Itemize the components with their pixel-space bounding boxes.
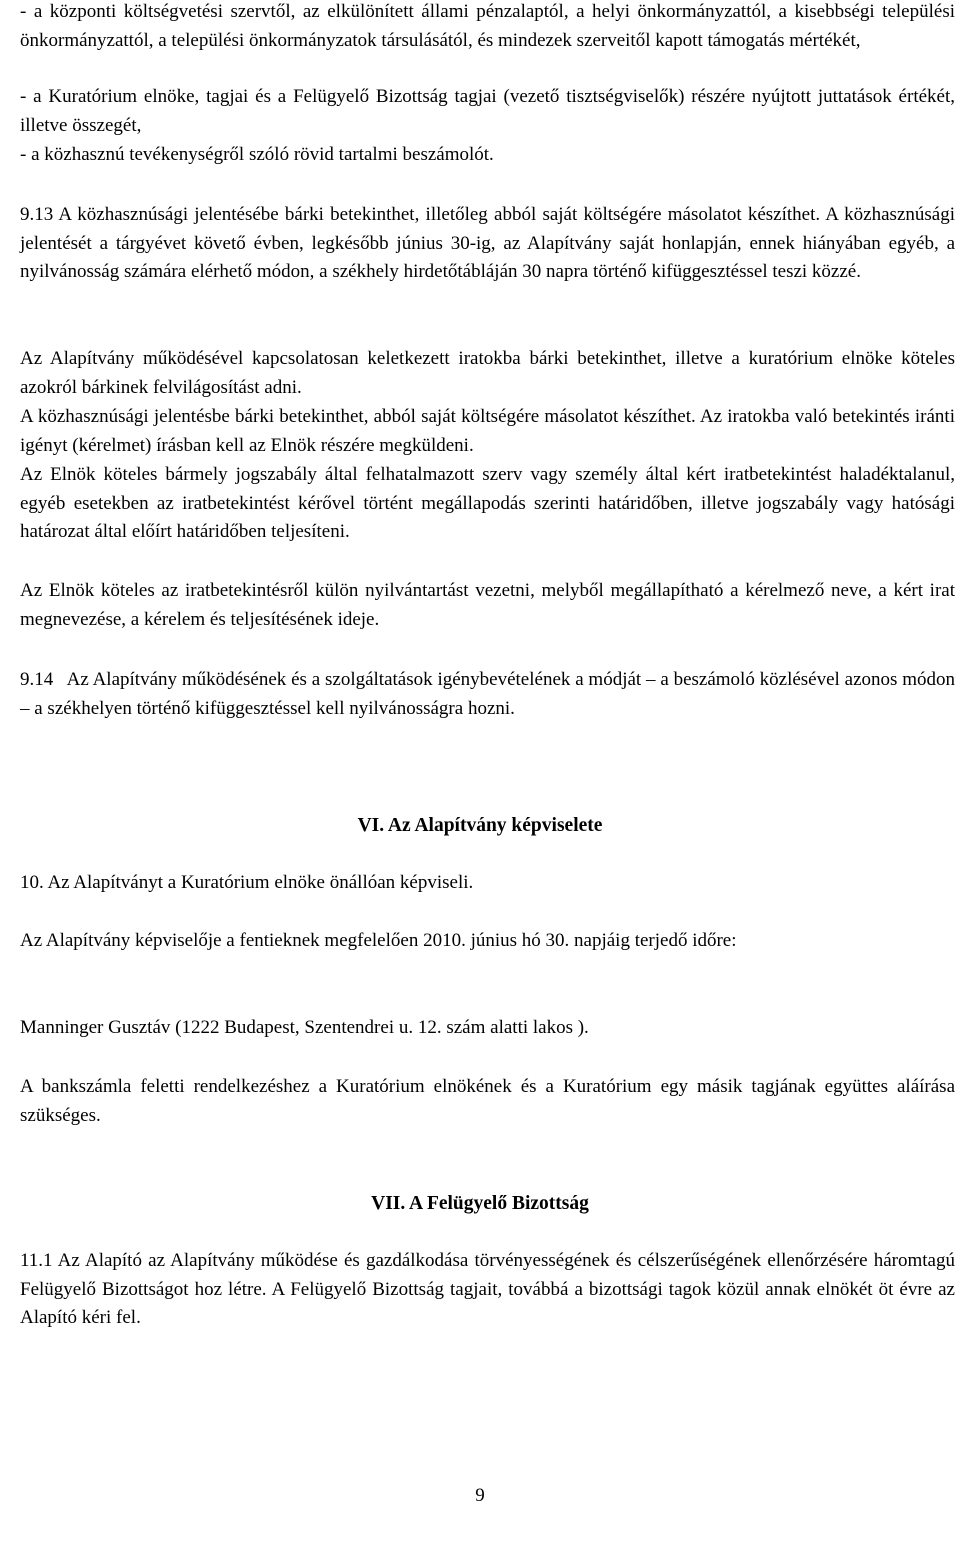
section-vii-heading: VII. A Felügyelő Bizottság xyxy=(371,1193,589,1214)
report-list-item: - a közhasznú tevékenységről szóló rövid tartalmi beszámolót. xyxy=(20,144,494,165)
representative-name-paragraph: Manninger Gusztáv (1222 Budapest, Szentendrei u. 12. szám alatti lakos ). xyxy=(20,1017,589,1038)
inspection-register-paragraph: Az Elnök köteles az iratbetekintésről külön nyilvántartást vezetni, melyből megállapítható a kérelmező neve, a kért irat megnevezése, a kérelem és teljesítésének ideje. xyxy=(20,580,955,630)
section-9-14-text: Az Alapítvány működésének és a szolgáltatások igénybevételének a módját – a beszámoló közlésével azonos módon – a székhelyen történő kifüggesztéssel kell nyilvánosságra hozni. xyxy=(20,669,955,719)
section-vi-heading: VI. Az Alapítvány képviselete xyxy=(357,815,603,836)
bank-account-paragraph: A bankszámla feletti rendelkezéshez a Kuratórium elnökének és a Kuratórium egy másik tagjának együttes aláírása szükséges. xyxy=(20,1076,955,1126)
benefits-list-item: - a Kuratórium elnöke, tagjai és a Felügyelő Bizottság tagjai (vezető tisztségviselők) részére nyújtott juttatások értékét, illetve összegét, xyxy=(20,86,955,136)
representative-period-paragraph: Az Alapítvány képviselője a fentieknek megfelelően 2010. június hó 30. napjáig terjedő időre: xyxy=(20,930,737,951)
section-11-1-paragraph: 11.1 Az Alapító az Alapítvány működése és gazdálkodása törvényességének és célszerűségének ellenőrzésére háromtagú Felügyelő Bizottságot hoz létre. A Felügyelő Bizottság tagjait, továbbá a bizottsági tagok közül annak elnökét öt évre az Alapító kéri fel. xyxy=(20,1250,955,1329)
section-9-14-paragraph xyxy=(20,666,955,723)
representation-paragraph: 10. Az Alapítványt a Kuratórium elnöke önállóan képviseli. xyxy=(20,872,474,893)
section-9-14-number: 9.14 xyxy=(20,669,54,690)
support-list-item: - a központi költségvetési szervtől, az elkülönített állami pénzalaptól, a helyi önkormányzattól, a kisebbségi települési önkormányzattól, a települési önkormányzatok társulásától, és mindezek szerveitől kapott támogatás mértékét, xyxy=(20,1,955,51)
section-9-13-paragraph: 9.13 A közhasznúsági jelentésébe bárki betekinthet, illetőleg abból saját költségére másolatot készíthet. A közhasznúsági jelentését a tárgyévet követő évben, legkésőbb június 30-ig, az Alapítvány saját honlapján, ennek hiányában egyéb, a nyilvánosság számára elérhető módon, a székhely hirdetőtábláján 30 napra történő kifüggesztéssel teszi közzé. xyxy=(20,204,955,283)
page-number: 9 xyxy=(475,1485,485,1506)
report-access-paragraph: A közhasznúsági jelentésbe bárki betekinthet, abból saját költségére másolatot készíthet. Az iratokba való betekintés iránti igényt (kérelmet) írásban kell az Elnök részére megküldeni. xyxy=(20,406,955,456)
president-inspection-paragraph: Az Elnök köteles bármely jogszabály által felhatalmazott szerv vagy személy által kért iratbetekintést haladéktalanul, egyéb esetekben az iratbetekintést kérővel történt megállapodás szerinti határidőben, illetve jogszabály vagy hatósági határozat által előírt határidőben teljesíteni. xyxy=(20,464,955,543)
documents-access-paragraph: Az Alapítvány működésével kapcsolatosan keletkezett iratokba bárki betekinthet, illetve a kuratórium elnöke köteles azokról bárkinek felvilágosítást adni. xyxy=(20,348,955,398)
